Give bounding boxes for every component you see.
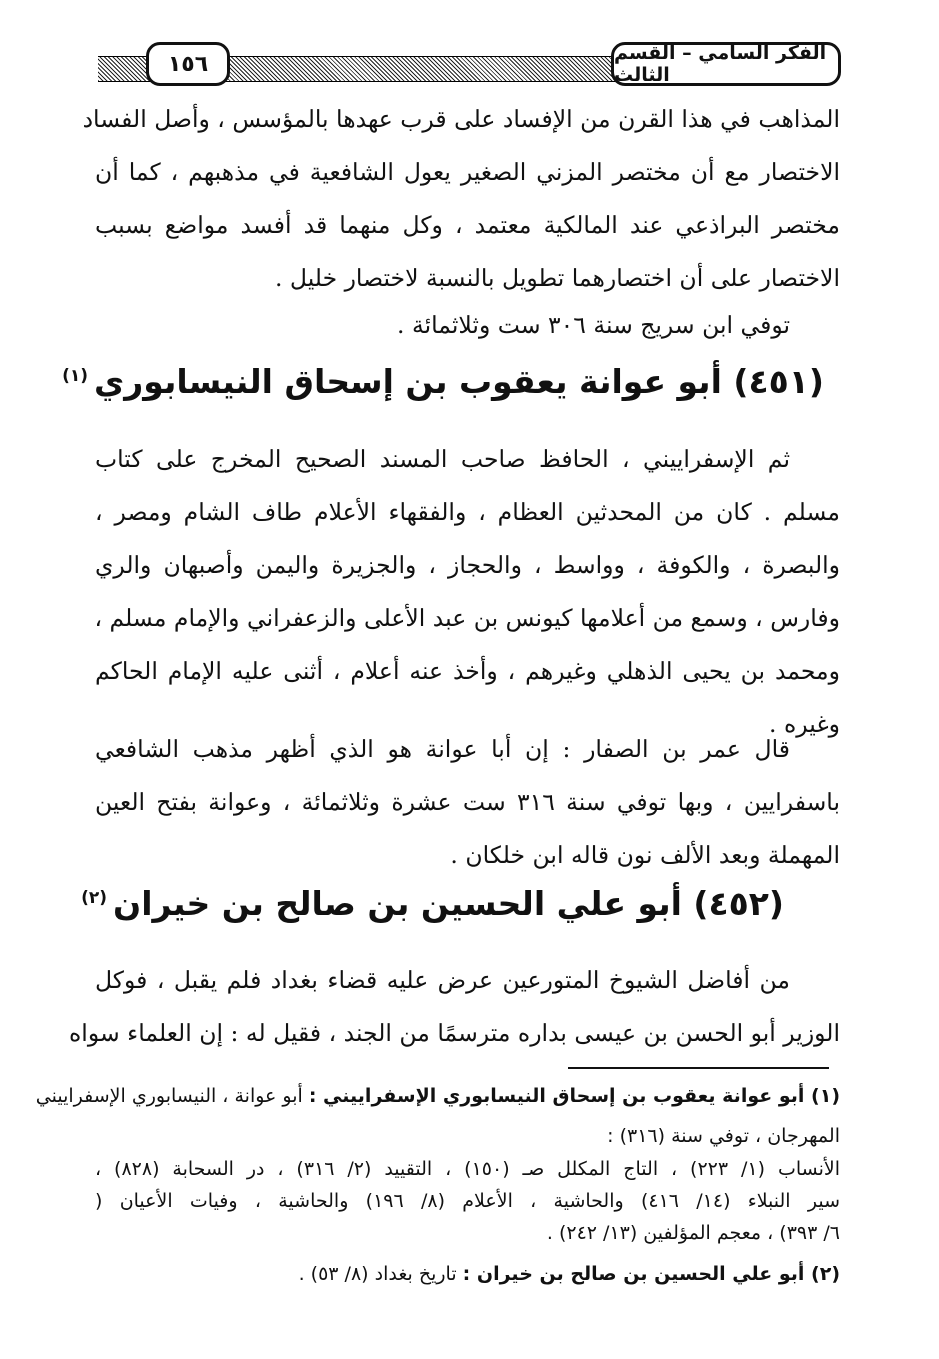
text-line: مختصر البراذعي عند المالكية معتمد ، وكل منهما قد أفسد مواضع بسبب (95, 211, 840, 239)
footnote-ref: (٢) (81, 888, 108, 908)
heading-text: (٤٥١) أبو عوانة يعقوب بن إسحاق النيسابوري (94, 362, 824, 401)
text-line: المهملة وبعد الألف نون قاله ابن خلكان . (450, 841, 840, 869)
footnote-2-text: تاريخ بغداد (٨/ ٥٣) . (298, 1263, 463, 1285)
footnote-1 (35, 1082, 840, 1111)
section-heading-452 (81, 884, 784, 923)
footnote-separator (568, 1067, 829, 1069)
heading-text: (٤٥٢) أبو علي الحسين بن صالح بن خيران (113, 884, 784, 923)
footnote-1-line: سير النبلاء (١٤/ ٤١٦) والحاشية ، الأعلام (٨/ ١٩٦) والحاشية ، وفيات الأعيان ( (95, 1190, 840, 1212)
paragraph-451-2 (95, 723, 840, 882)
running-header-title: الفكر السامي – القسم الثالث (611, 42, 841, 86)
text-line: من أفاضل الشيوخ المتورعين عرض عليه قضاء بغداد فلم يقبل ، فوكل (95, 966, 790, 994)
footnote-1-line: الأنساب (١/ ٢٢٣) ، التاج المكلل صـ (١٥٠) ، التقييد (٢/ ٣١٦) ، در السحابة (٨٢٨) ، (95, 1158, 840, 1180)
text-line: مسلم . كان من المحدثين العظام ، والفقهاء الأعلام طاف الشام ومصر ، (95, 498, 840, 526)
text-line: الاختصار على أن اختصارهما تطويل بالنسبة لاختصار خليل . (274, 264, 840, 292)
paragraph-451-1 (95, 433, 840, 751)
text-line: الوزير أبو الحسن بن عيسى بداره مترسمًا من الجند ، فقيل له : إن العلماء سواه (69, 1019, 840, 1047)
page-number: ١٥٦ (146, 42, 230, 86)
text-line: قال عمر بن الصفار : إن أبا عوانة هو الذي أظهر مذهب الشافعي (95, 735, 790, 763)
text-line: وغيره . (769, 710, 840, 738)
footnote-2-title: (٢) أبو علي الحسين بن صالح بن خيران : (462, 1263, 840, 1285)
text-line: ومحمد بن يحيى الذهلي وغيرهم ، وأخذ عنه أعلام ، أثنى عليه الإمام الحاكم (95, 657, 840, 685)
paragraph-452-1 (69, 954, 840, 1060)
text-line: الاختصار مع أن مختصر المزني الصغير يعول الشافعية في مذهبهم ، كما أن (95, 158, 840, 186)
text-line: وفارس ، وسمع من أعلامها كيونس بن عبد الأعلى والزعفراني والإمام مسلم ، (94, 604, 840, 632)
footnote-1-line: المهرجان ، توفي سنة (٣١٦) : (607, 1125, 840, 1147)
footnote-1-line: ٦/ ٣٩٣) ، معجم المؤلفين (١٣/ ٢٤٢) . (546, 1222, 840, 1244)
footnote-1-title: (١) أبو عوانة يعقوب بن إسحاق النيسابوري الإسفراييني : (308, 1085, 840, 1107)
text-line: باسفرايين ، وبها توفي سنة ٣١٦ ست عشرة وثلاثمائة ، وعوانة بفتح العين (95, 788, 840, 816)
text-line: المذاهب في هذا القرن من الإفساد على قرب عهدها بالمؤسس ، وأصل الفساد (82, 105, 840, 133)
footnote-1-text: أبو عوانة ، النيسابوري الإسفراييني (35, 1085, 309, 1107)
intro-paragraph (82, 93, 840, 305)
text-line: والبصرة ، والكوفة ، وواسط ، والحجاز ، والجزيرة واليمن وأصبهان والري (95, 551, 840, 579)
text-line: ثم الإسفراييني ، الحافظ صاحب المسند الصحيح المخرج على كتاب (95, 445, 790, 473)
death-note (95, 299, 840, 352)
text-line: توفي ابن سريج سنة ٣٠٦ ست وثلاثمائة . (397, 311, 790, 339)
footnote-2 (95, 1260, 840, 1289)
footnote-ref: (١) (62, 366, 89, 386)
section-heading-451 (62, 362, 824, 401)
